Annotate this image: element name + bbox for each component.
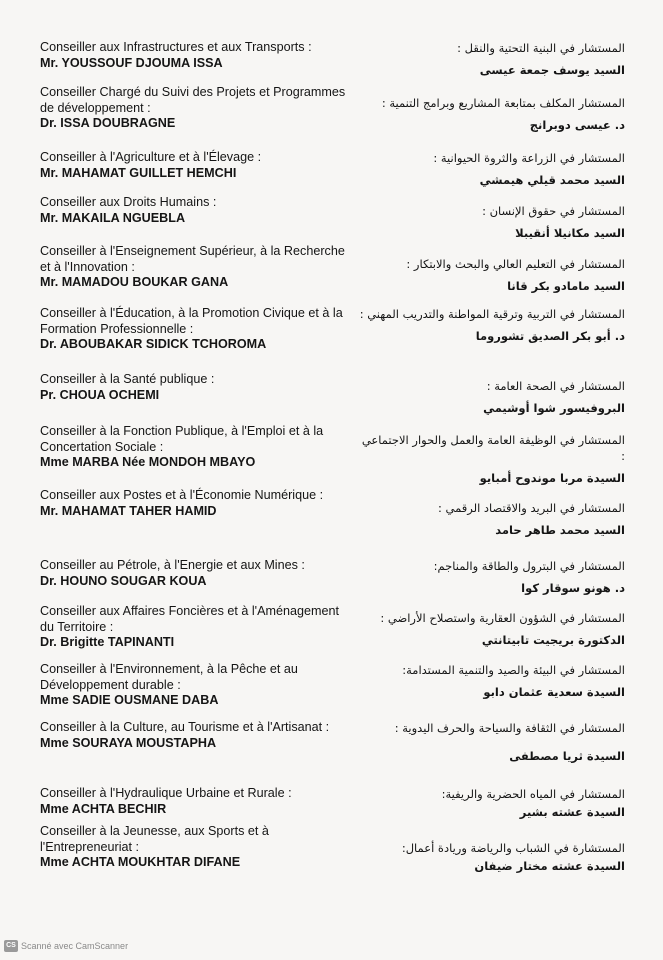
- fr-block: [40, 488, 350, 519]
- ar-name: السيد محمد قيلي هيمشي: [479, 173, 625, 187]
- fr-name: Dr. ABOUBAKAR SIDICK TCHOROMA: [40, 337, 267, 351]
- ar-block: [355, 378, 625, 416]
- fr-block: [40, 604, 350, 651]
- ar-block: [355, 40, 625, 78]
- fr-title: Conseiller à l'Environnement, à la Pêche et au Développement durable :: [40, 662, 298, 692]
- ar-name: السيد يوسف جمعة عيسى: [479, 63, 625, 77]
- fr-block: [40, 720, 350, 751]
- watermark-text: Scanné avec CamScanner: [21, 941, 129, 951]
- ar-title: المستشار في التعليم العالي والبحث والابتكار :: [406, 257, 625, 271]
- fr-block: [40, 786, 350, 817]
- ar-name: د. أبو بكر الصديق تشوروما: [475, 329, 625, 343]
- ar-title: المستشار في البريد والاقتصاد الرقمي :: [437, 501, 625, 515]
- ar-name: السيدة مربا موندوح أمبايو: [479, 471, 625, 485]
- ar-block: [355, 720, 625, 764]
- ar-title: المستشار في المياه الحضرية والريفية:: [441, 787, 625, 801]
- fr-name: Dr. HOUNO SOUGAR KOUA: [40, 573, 207, 588]
- fr-name: Mr. MAHAMAT GUILLET HEMCHI: [40, 165, 237, 180]
- fr-block: [40, 662, 350, 709]
- fr-title: Conseiller aux Affaires Foncières et à l'Aménagement du Territoire :: [40, 604, 339, 634]
- ar-name: السيد مكانيلا أنقيبلا: [515, 226, 625, 240]
- fr-title: Conseiller à la Fonction Publique, à l'Emploi et à la Concertation Sociale :: [40, 424, 324, 454]
- ar-name: السيد محمد طاهر حامد: [495, 523, 625, 537]
- camscanner-icon: CS: [4, 940, 18, 952]
- fr-title: Conseiller aux Droits Humains :: [40, 195, 217, 209]
- fr-name: Mme ACHTA MOUKHTAR DIFANE: [40, 855, 241, 869]
- ar-name: د. هونو سوقار كوا: [521, 581, 625, 595]
- ar-title: المستشار في الشؤون العقارية واستصلاح الأراضي :: [380, 611, 625, 625]
- fr-name: Dr. Brigitte TAPINANTI: [40, 635, 175, 649]
- fr-block: [40, 85, 350, 132]
- fr-title: Conseiller aux Infrastructures et aux Transports :: [40, 40, 312, 54]
- ar-title: المستشار في حقوق الإنسان :: [482, 204, 625, 218]
- ar-block: [355, 95, 625, 133]
- fr-title: Conseiller aux Postes et à l'Économie Numérique :: [40, 488, 324, 502]
- fr-title: Conseiller à la Culture, au Tourisme et à l'Artisanat :: [40, 720, 330, 734]
- fr-title: Conseiller à l'Hydraulique Urbaine et Rurale :: [40, 786, 292, 800]
- ar-block: [355, 432, 625, 486]
- fr-title: Conseiller à l'Agriculture et à l'Élevage :: [40, 150, 262, 164]
- fr-title: Conseiller à l'Éducation, à la Promotion Civique et à la Formation Professionnelle :: [40, 306, 343, 336]
- fr-title: Conseiller Chargé du Suivi des Projets et Programmes de développement :: [40, 85, 346, 115]
- fr-name: Dr. ISSA DOUBRAGNE: [40, 116, 176, 130]
- ar-name: السيدة سعدية عثمان دابو: [483, 685, 625, 699]
- fr-title: Conseiller à l'Enseignement Supérieur, à la Recherche et à l'Innovation :: [40, 244, 345, 274]
- ar-block: [355, 786, 625, 820]
- ar-title: المستشار المكلف بمتابعة المشاريع وبرامج التنمية :: [381, 96, 625, 110]
- ar-name: د. عيسى دوبرانج: [529, 118, 625, 132]
- scanner-watermark: [4, 940, 128, 952]
- fr-block: [40, 372, 350, 403]
- ar-name: السيدة عشته بشير: [519, 805, 625, 819]
- fr-title: Conseiller au Pétrole, à l'Energie et aux Mines :: [40, 558, 305, 572]
- ar-title: المستشار في البيئة والصيد والتنمية المستدامة:: [402, 663, 625, 677]
- ar-block: [355, 203, 625, 241]
- ar-block: [355, 500, 625, 538]
- fr-block: [40, 306, 350, 353]
- fr-block: [40, 424, 350, 471]
- ar-block: [355, 558, 625, 596]
- ar-title: المستشار في الزراعة والثروة الحيوانية :: [433, 151, 625, 165]
- fr-block: [40, 40, 350, 71]
- ar-title: المستشار في الثقافة والسياحة والحرف اليدوية :: [394, 721, 625, 735]
- fr-name: Mr. YOUSSOUF DJOUMA ISSA: [40, 55, 223, 70]
- fr-block: [40, 558, 350, 589]
- ar-block: [355, 306, 625, 344]
- fr-block: [40, 195, 350, 226]
- ar-name: السيدة عشته مختار ضيفان: [474, 859, 625, 873]
- ar-title: المستشارة في الشباب والرياضة وريادة أعمال:: [401, 841, 625, 855]
- fr-name: Mr. MAHAMAT TAHER HAMID: [40, 503, 217, 518]
- ar-block: [355, 256, 625, 294]
- fr-block: [40, 244, 350, 291]
- ar-name: السيد مامادو بكر قانا: [507, 279, 625, 293]
- fr-name: Mme ACHTA BECHIR: [40, 801, 167, 816]
- fr-block: [40, 824, 350, 871]
- ar-name: البروفيسور شوا أوشيمي: [483, 401, 625, 415]
- ar-title: المستشار في الوظيفة العامة والعمل والحوار الاجتماعي :: [361, 433, 625, 463]
- fr-name: Mme SADIE OUSMANE DABA: [40, 693, 219, 707]
- ar-title: المستشار في البنية التحتية والنقل :: [457, 41, 625, 55]
- ar-block: [355, 840, 625, 874]
- fr-name: Pr. CHOUA OCHEMI: [40, 387, 160, 402]
- fr-name: Mr. MAMADOU BOUKAR GANA: [40, 275, 229, 289]
- ar-title: المستشار في البترول والطاقة والمناجم:: [433, 559, 625, 573]
- ar-title: المستشار في التربية وترقية المواطنة والتدريب المهني :: [359, 307, 625, 321]
- ar-block: [355, 150, 625, 188]
- ar-name: السيدة ثريا مصطفى: [509, 749, 625, 763]
- fr-title: Conseiller à la Jeunesse, aux Sports et à l'Entrepreneuriat :: [40, 824, 269, 854]
- fr-name: Mme SOURAYA MOUSTAPHA: [40, 735, 217, 750]
- fr-name: Mme MARBA Née MONDOH MBAYO: [40, 455, 256, 469]
- fr-name: Mr. MAKAILA NGUEBLA: [40, 210, 186, 225]
- ar-block: [355, 662, 625, 700]
- ar-block: [355, 610, 625, 648]
- ar-name: الدكتورة بريجيت تابيتانتي: [481, 633, 625, 647]
- fr-block: [40, 150, 350, 181]
- fr-title: Conseiller à la Santé publique :: [40, 372, 215, 386]
- ar-title: المستشار في الصحة العامة :: [486, 379, 625, 393]
